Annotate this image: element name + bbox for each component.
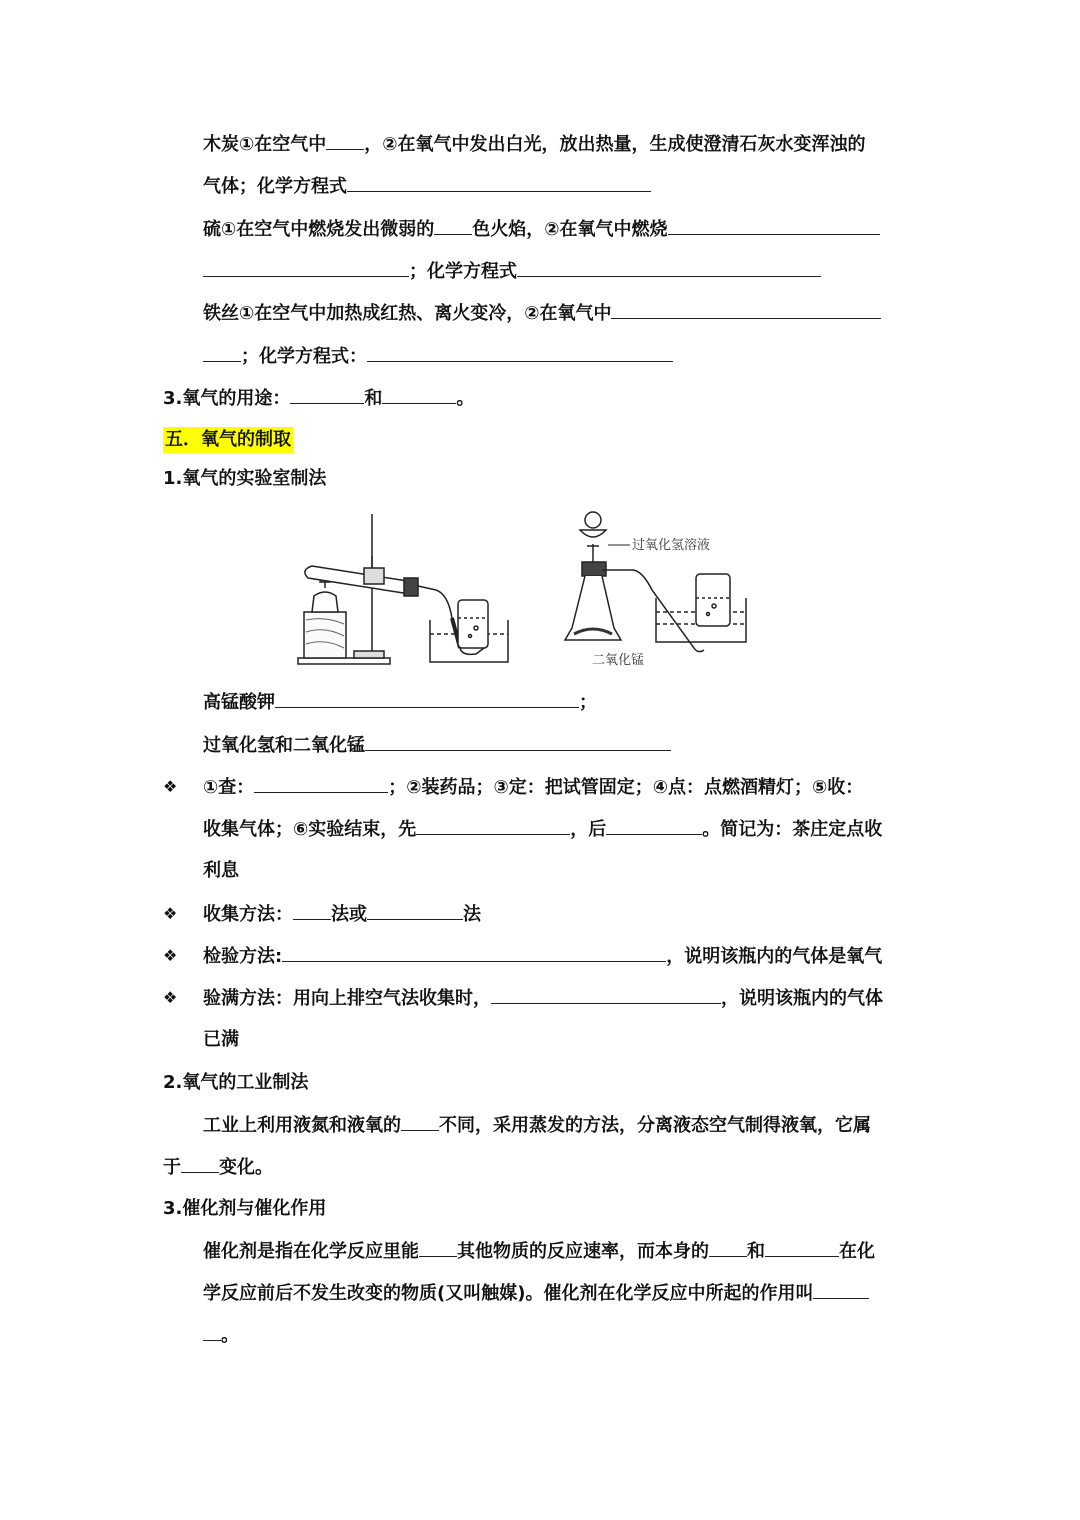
full-line-1 bbox=[203, 985, 883, 1011]
h2o2-solution-label: 过氧化氢溶液 bbox=[632, 538, 711, 553]
test-method-blank[interactable] bbox=[282, 943, 666, 962]
kmno4-end: ； bbox=[579, 692, 597, 713]
steps-text-d: ，后 bbox=[570, 819, 607, 840]
charcoal-text-a: 木炭①在空气中 bbox=[203, 134, 327, 155]
chem-property-blank[interactable] bbox=[765, 1238, 839, 1257]
iron-line-1 bbox=[203, 300, 881, 326]
kmno4-equation-blank[interactable] bbox=[275, 689, 579, 708]
sulfur-color-blank[interactable] bbox=[434, 216, 472, 235]
iron-text-a: 铁丝①在空气中加热成红热、离火变冷，②在氧气中 bbox=[203, 303, 612, 324]
industry-text-d: 变化。 bbox=[219, 1157, 273, 1178]
steps-text-c: 收集气体；⑥实验结束，先 bbox=[203, 819, 417, 840]
catalyst-text-a: 催化剂是指在化学反应里能 bbox=[203, 1241, 419, 1262]
collect-text-b: 法或 bbox=[331, 904, 367, 925]
charcoal-line-2 bbox=[203, 173, 651, 199]
iron-text-b: ；化学方程式： bbox=[241, 346, 367, 367]
bullet-icon: ❖ bbox=[163, 777, 178, 796]
full-check-blank[interactable] bbox=[491, 985, 721, 1004]
uses-blank-1[interactable] bbox=[290, 385, 364, 404]
catalysis-blank[interactable] bbox=[813, 1280, 869, 1299]
uses-text-a: 3.氧气的用途： bbox=[163, 388, 291, 409]
sulfur-text-a: 硫①在空气中燃烧发出微弱的 bbox=[203, 219, 435, 240]
sulfur-equation-blank[interactable] bbox=[517, 258, 821, 277]
uses-text-b: 和 bbox=[364, 388, 383, 409]
charcoal-line-1 bbox=[203, 131, 866, 157]
mno2-label: 二氧化锰 bbox=[592, 653, 645, 668]
steps-text-f: 利息 bbox=[203, 860, 239, 881]
collect-blank-2[interactable] bbox=[367, 901, 463, 920]
catalyst-text-c: 和 bbox=[747, 1241, 765, 1262]
end-then-blank[interactable] bbox=[606, 816, 702, 835]
collect-blank-1[interactable] bbox=[293, 901, 331, 920]
sulfur-line-1 bbox=[203, 216, 880, 242]
bullet-icon: ❖ bbox=[163, 946, 178, 965]
collect-text-c: 法 bbox=[463, 904, 481, 925]
check-step-blank[interactable] bbox=[254, 774, 388, 793]
section-5-title: 五．氧气的制取 bbox=[163, 427, 293, 453]
uses-line bbox=[163, 385, 474, 411]
catalyst-line-1 bbox=[203, 1238, 875, 1264]
catalyst-line-3 bbox=[203, 1322, 239, 1348]
steps-line-3 bbox=[203, 858, 239, 884]
steps-text-a: ①查： bbox=[203, 777, 255, 798]
h2o2-line bbox=[203, 732, 671, 758]
lab-method-title bbox=[163, 466, 326, 492]
kmno4-apparatus bbox=[298, 514, 508, 664]
sulfur-oxygen-blank-cont[interactable] bbox=[203, 258, 409, 277]
industry-title bbox=[163, 1070, 308, 1096]
catalyst-text-b: 其他物质的反应速率，而本身的 bbox=[457, 1241, 709, 1262]
charcoal-text-b: ，②在氧气中发出白光，放出热量，生成使澄清石灰水变浑浊的 bbox=[364, 134, 866, 155]
catalyst-title bbox=[163, 1196, 326, 1222]
test-text-a: 检验方法: bbox=[203, 946, 283, 967]
charcoal-equation-blank[interactable] bbox=[347, 173, 651, 192]
lab-apparatus-figure bbox=[290, 508, 770, 673]
bullet-icon: ❖ bbox=[163, 988, 178, 1007]
full-line-2 bbox=[203, 1027, 239, 1053]
charcoal-text-c: 气体；化学方程式 bbox=[203, 176, 347, 197]
steps-line-1 bbox=[203, 774, 863, 800]
test-text-b: ，说明该瓶内的气体是氧气 bbox=[666, 946, 883, 967]
catalysis-blank-cont[interactable] bbox=[203, 1322, 221, 1341]
industry-line-2 bbox=[163, 1154, 273, 1180]
sulfur-text-c: ；化学方程式 bbox=[409, 261, 517, 282]
lab-method-title-text: 1.氧气的实验室制法 bbox=[163, 468, 327, 489]
change-type-blank[interactable] bbox=[181, 1154, 219, 1173]
mass-blank[interactable] bbox=[709, 1238, 747, 1257]
steps-line-2 bbox=[203, 816, 882, 842]
collect-line bbox=[203, 901, 481, 927]
kmno4-text: 高锰酸钾 bbox=[203, 692, 275, 713]
rate-change-blank[interactable] bbox=[419, 1238, 457, 1257]
sulfur-line-2 bbox=[203, 258, 821, 284]
sulfur-oxygen-blank[interactable] bbox=[668, 216, 880, 235]
steps-text-e: 。简记为：茶庄定点收 bbox=[702, 819, 883, 840]
iron-oxygen-blank-cont[interactable] bbox=[203, 343, 241, 362]
industry-title-text: 2.氧气的工业制法 bbox=[163, 1072, 309, 1093]
boiling-point-blank[interactable] bbox=[401, 1112, 439, 1131]
catalyst-text-f: 。 bbox=[221, 1325, 239, 1346]
catalyst-text-e: 学反应前后不发生改变的物质(又叫触媒)。催化剂在化学反应中所起的作用叫 bbox=[203, 1283, 814, 1304]
iron-equation-blank[interactable] bbox=[367, 343, 673, 362]
h2o2-text: 过氧化氢和二氧化锰 bbox=[203, 735, 365, 756]
kmno4-line bbox=[203, 689, 597, 715]
section-5-heading bbox=[163, 427, 293, 453]
sulfur-text-b: 色火焰，②在氧气中燃烧 bbox=[472, 219, 668, 240]
catalyst-text-d: 在化 bbox=[839, 1241, 875, 1262]
uses-blank-2[interactable] bbox=[382, 385, 456, 404]
test-line bbox=[203, 943, 882, 969]
uses-text-c: 。 bbox=[456, 388, 475, 409]
h2o2-apparatus bbox=[565, 512, 746, 652]
charcoal-air-blank[interactable] bbox=[326, 131, 364, 150]
steps-text-b: ；②装药品；③定：把试管固定；④点：点燃酒精灯；⑤收： bbox=[388, 777, 864, 798]
industry-text-a: 工业上利用液氮和液氧的 bbox=[203, 1115, 401, 1136]
catalyst-title-text: 3.催化剂与催化作用 bbox=[163, 1198, 327, 1219]
bullet-icon: ❖ bbox=[163, 904, 178, 923]
end-first-blank[interactable] bbox=[416, 816, 570, 835]
full-text-b: ，说明该瓶内的气体 bbox=[721, 988, 883, 1009]
iron-oxygen-blank[interactable] bbox=[611, 300, 881, 319]
iron-line-2 bbox=[203, 343, 673, 369]
industry-text-c: 于 bbox=[163, 1157, 181, 1178]
collect-text-a: 收集方法： bbox=[203, 904, 293, 925]
catalyst-line-2 bbox=[203, 1280, 869, 1306]
industry-line-1 bbox=[203, 1112, 871, 1138]
industry-text-b: 不同，采用蒸发的方法，分离液态空气制得液氧，它属 bbox=[439, 1115, 871, 1136]
full-text-c: 已满 bbox=[203, 1029, 239, 1050]
full-text-a: 验满方法：用向上排空气法收集时， bbox=[203, 988, 491, 1009]
h2o2-equation-blank[interactable] bbox=[365, 732, 671, 751]
